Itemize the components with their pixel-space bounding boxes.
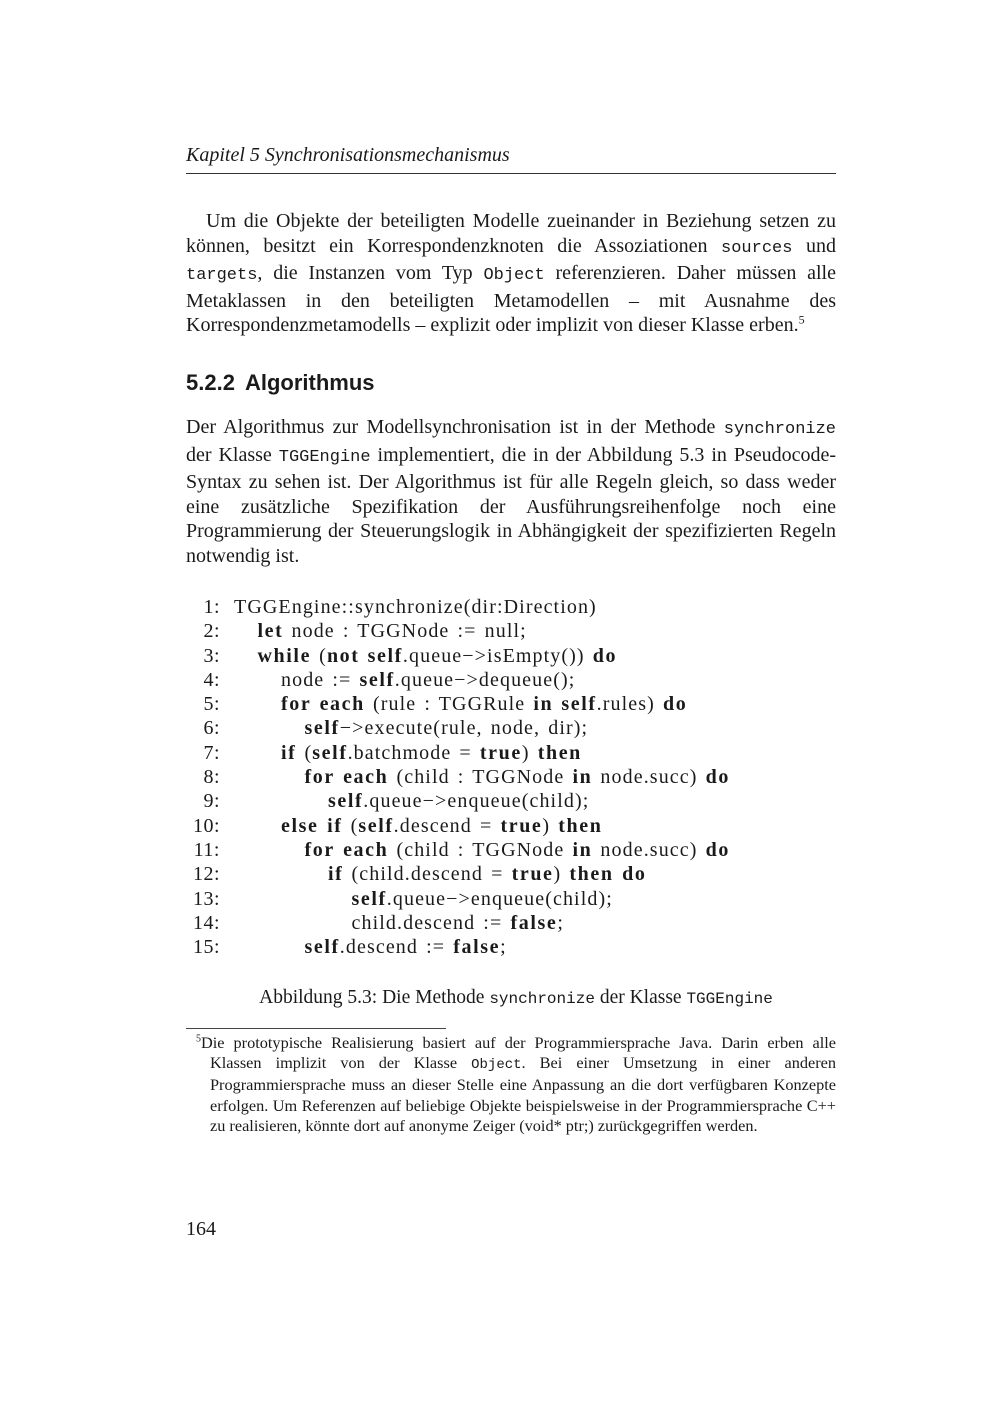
section-heading [186,369,375,397]
code-text: node := [281,668,360,691]
text-run: Abbildung 5.3: Die Methode [259,987,490,1008]
text-run: und [792,234,836,257]
section-title: Algorithmus [244,370,375,395]
code-text: ; [500,936,507,959]
algorithm-line [186,619,836,643]
line-code [305,838,730,862]
keyword: self [304,936,340,959]
keyword: self [312,741,348,764]
line-code [281,814,602,838]
keyword: if [328,863,344,886]
code-text: ( [296,741,313,764]
algorithm-line [186,741,836,765]
keyword: in [572,838,593,861]
algorithm-line [186,862,836,886]
keyword: self [328,790,364,813]
code-text: (child : TGGNode [388,766,573,789]
keyword: self [367,644,403,667]
text-run: , die Instanzen vom Typ [257,262,484,284]
inline-code: TGGEngine [278,447,371,467]
keyword: then [537,741,582,764]
footnote-mark: 5 [196,1033,201,1045]
line-number: 11: [193,838,220,861]
line-code [281,668,575,692]
line-code [328,862,647,886]
code-text: .queue−>dequeue(); [394,668,576,691]
line-code [258,644,618,668]
section-number: 5.2.2 [186,370,235,395]
figure-caption [186,986,836,1011]
code-text: node : TGGNode := null; [283,620,527,643]
code-text: ; [557,911,565,934]
code-text: (rule : TGGRule [364,693,534,716]
keyword: true [500,814,543,837]
keyword: true [479,741,522,764]
line-number: 9: [203,790,220,813]
code-text: ( [311,644,327,667]
inline-code: Object [471,1057,522,1074]
algorithm-line [186,692,836,716]
keyword: false [453,936,501,959]
line-number: 4: [203,668,220,691]
algorithm-line [186,716,836,740]
text-run: . Bei einer Umsetzung in einer anderen Programmiersprache muss an dieser Stelle eine Anpassung an die dort verfügbaren Konzepte erfolgen. Um Referenzen auf beliebige Objekte beispielsweise in der Programmiersprache C++ zu realisieren, könnte dort auf anonyme Zeiger (void* ptr;) zurückgegriffen werden. [210,1053,836,1135]
code-text: node.succ) [592,766,706,789]
line-code [281,741,582,765]
code-text: .queue−>isEmpty()) [402,644,593,667]
keyword: do [705,766,730,789]
algorithm-line [186,887,836,911]
keyword: in [572,766,593,789]
line-code [328,789,589,813]
footnote-divider [186,1028,446,1029]
line-number: 12: [192,863,220,886]
code-text: (child.descend = [343,863,512,886]
code-text: ) [521,741,538,764]
text-run: Die prototypische Realisierung basiert auf der Programmiersprache Java. Darin erben alle Klassen implizit von der Klasse [201,1033,836,1073]
keyword: for each [304,766,389,789]
footnote [196,1033,836,1136]
code-text: .queue−>enqueue(child); [386,887,613,910]
text-run: Um die Objekte der beteiligten Modelle zueinander in Beziehung setzen zu können, besitzt ein Korrespondenzknoten die Assoziationen [186,210,836,257]
line-number: 1: [203,596,220,618]
keyword: self [304,717,340,740]
line-code [258,619,527,643]
running-header: Kapitel 5 Synchronisationsmechanismus [186,143,836,174]
footnote-reference[interactable]: 5 [798,312,805,327]
text-run: der Klasse [186,443,279,466]
document-page [186,0,836,1414]
algorithm-line [186,765,836,789]
keyword: then do [569,863,647,886]
line-code [234,595,597,619]
keyword: self [561,693,597,716]
keyword: self [358,814,394,837]
keyword: self [351,887,387,910]
line-number: 7: [203,741,220,764]
keyword: if [281,741,297,764]
line-code [352,887,613,911]
code-text: .descend = [393,814,501,837]
keyword: not [326,644,360,667]
keyword: then [558,814,603,837]
keyword: let [257,620,284,643]
code-text [360,645,368,667]
keyword: else if [281,814,343,837]
line-number: 5: [203,693,220,716]
line-code [281,692,687,716]
keyword: for each [304,838,389,861]
keyword: do [592,644,618,667]
inline-code: synchronize [489,990,595,1008]
line-number: 2: [203,620,220,643]
line-number: 14: [192,911,220,934]
keyword: in [533,693,554,716]
line-number: 10: [192,814,220,837]
inline-code: Object [483,266,545,285]
inline-code: sources [721,238,793,258]
inline-code: synchronize [723,420,836,439]
keyword: while [257,644,312,667]
algorithm-line [186,838,836,862]
code-text: ( [342,814,359,837]
line-number: 13: [192,887,220,910]
code-text: .batchmode = [347,741,480,764]
code-text: (child : TGGNode [388,838,573,861]
line-number: 15: [192,936,220,959]
text-run: implementiert, die in der Abbildung 5.3 in Pseudocode-Syntax zu sehen ist. Der Algorithmus ist für alle Regeln gleich, so dass weder eine zusätzliche Spezifikation der Ausführungsreihenfolge noch eine Programmierung der Steuerungslogik in Abhängigkeit der spezifizierten Regeln notwendig ist. [186,443,837,567]
line-code [305,716,589,740]
keyword: do [663,693,688,716]
code-text: ) [553,863,570,886]
keyword: self [359,668,395,691]
algorithm-line [186,911,836,935]
code-text: node.succ) [592,838,706,861]
text-run: der Klasse [594,987,687,1008]
line-code [352,911,565,935]
algorithm-line [186,595,836,619]
text-run: referenzieren. Daher müssen alle Metaklassen in den beteiligten Metamodellen – mit Ausnahme des Korrespondenzmetamodells – explizit oder implizit von dieser Klasse erben. [186,262,836,336]
algorithm-listing [186,595,836,959]
page-number: 164 [186,1218,216,1240]
code-text: child.descend := [351,911,511,934]
line-number: 8: [203,766,220,789]
code-text: .descend := [339,936,454,959]
line-code [305,765,730,789]
keyword: false [510,911,558,934]
inline-code: targets [186,266,258,285]
code-text: .rules) [596,693,664,716]
algorithm-line [186,644,836,668]
code-text: TGGEngine::synchronize(dir:Direction) [234,596,597,618]
code-text: .queue−>enqueue(child); [363,790,590,813]
code-text: ) [542,814,559,837]
code-text: −>execute(rule, node, dir); [339,717,589,740]
algorithm-line [186,789,836,813]
inline-code: TGGEngine [686,990,773,1008]
line-code [305,935,507,959]
keyword: true [511,863,554,886]
algorithm-line [186,668,836,692]
body-paragraph-1 [186,209,836,338]
keyword: do [705,838,730,861]
line-number: 6: [203,717,220,740]
body-paragraph-2 [186,415,836,568]
keyword: for each [281,693,365,716]
line-number: 3: [203,644,220,667]
algorithm-line [186,814,836,838]
algorithm-line [186,935,836,959]
text-run: Der Algorithmus zur Modellsynchronisation ist in der Methode [186,416,724,438]
